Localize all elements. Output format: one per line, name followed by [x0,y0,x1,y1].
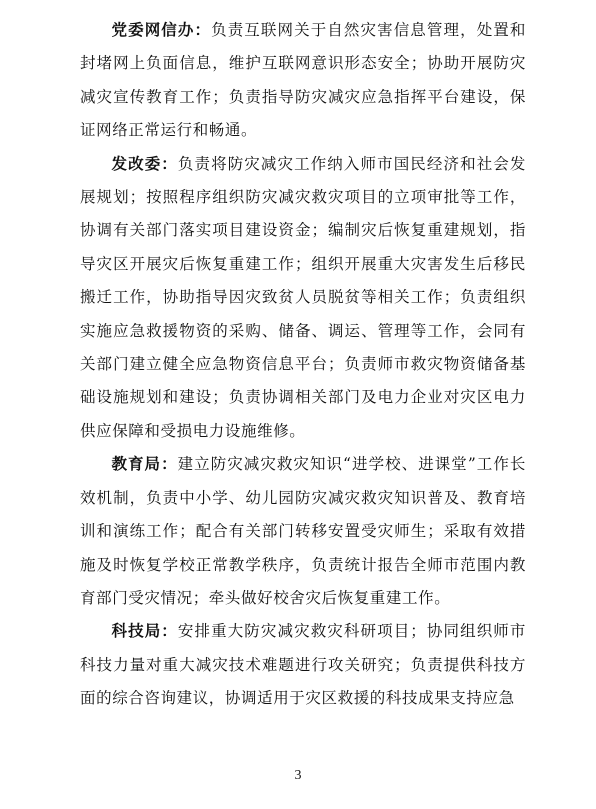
paragraph-education-bureau [80,448,526,615]
document-body [80,14,526,716]
paragraph-heading: 党委网信办： [111,21,212,39]
paragraph-cyberspace-office [80,14,526,148]
paragraph-science-bureau [80,615,526,715]
page-number: 3 [294,768,302,783]
paragraph-text: 负责互联网关于自然灾害信息管理，处置和封堵网上负面信息，维护互联网意识形态安全；协助开展防灾减灾宣传教育工作；负责指导防灾减灾应急指挥平台建设，保证网络正常运行和畅通。 [80,21,526,140]
paragraph-development-reform [80,148,526,449]
paragraph-heading: 发改委： [111,154,178,173]
paragraph-text: 负责将防灾减灾工作纳入师市国民经济和社会发展规划；按照程序组织防灾减灾救灾项目的立项审批等工作，协调有关部门落实项目建设资金；编制灾后恢复重建规划，指导灾区开展灾后恢复重建工作；组织开展重大灾害发生后移民搬迁工作，协助指导因灾致贫人员脱贫等相关工作；负责组织实施应急救援物资的采购、储备、调运、管理等工作，会同有关部门建立健全应急物资信息平台；负责师市救灾物资储备基础设施规划和建设；负责协调相关部门及电力企业对灾区电力供应保障和受损电力设施维修。 [80,154,526,440]
paragraph-text: 安排重大防灾减灾救灾科研项目；协同组织师市科技力量对重大减灾技术难题进行攻关研究；负责提供科技方面的综合咨询建议，协调适用于灾区救援的科技成果支持应急 [80,622,526,708]
paragraph-text: 建立防灾减灾救灾知识“进学校、进课堂”工作长效机制，负责中小学、幼儿园防灾减灾救灾知识普及、教育培训和演练工作；配合有关部门转移安置受灾师生；采取有效措施及时恢复学校正常教学秩序，负责统计报告全师市范围内教育部门受灾情况；牵头做好校舍灾后恢复重建工作。 [80,455,526,607]
paragraph-heading: 科技局： [111,622,178,641]
paragraph-heading: 教育局： [111,455,178,474]
